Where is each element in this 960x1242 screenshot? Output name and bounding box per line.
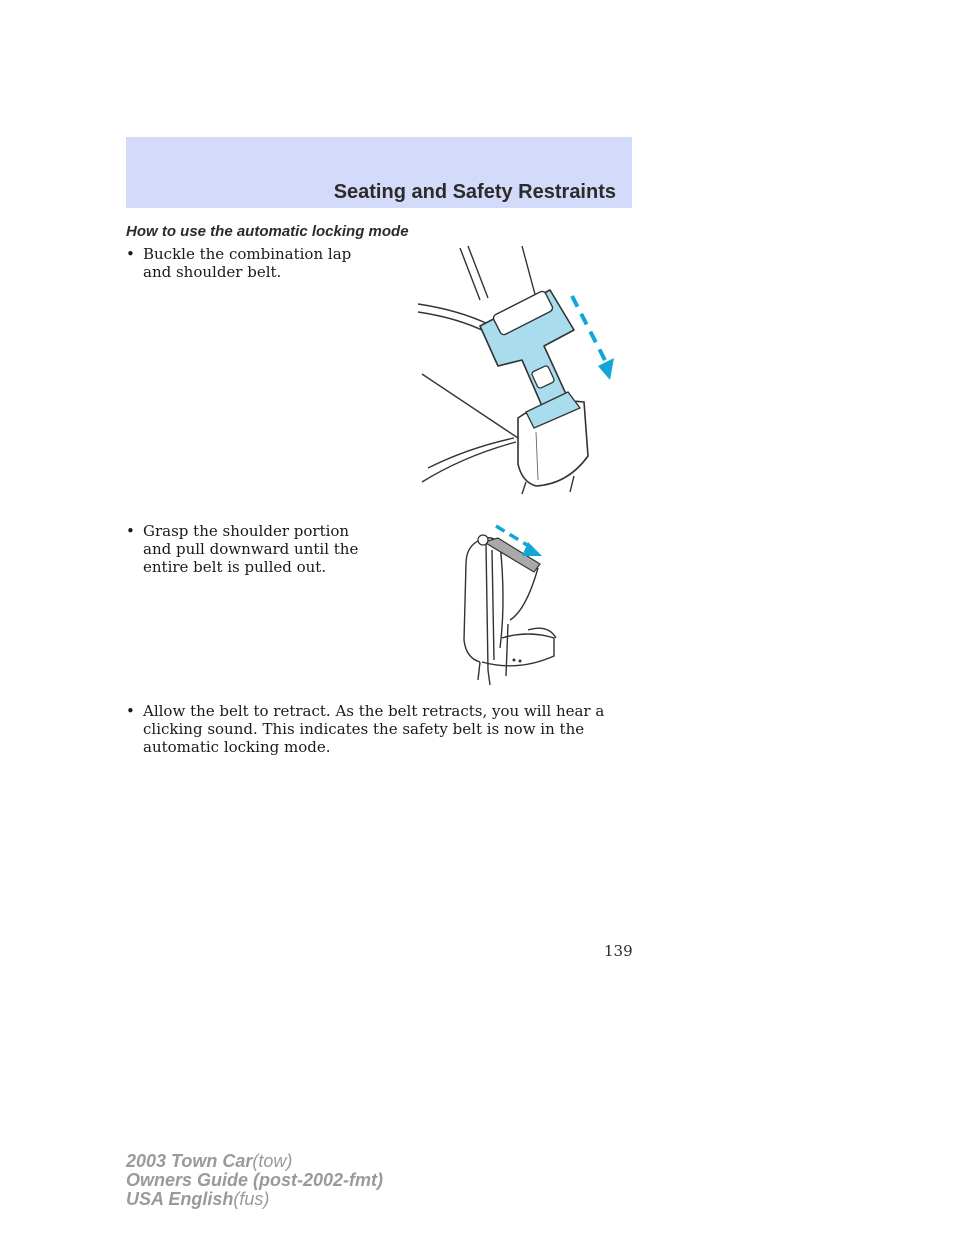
footer-model: 2003 Town Car [126,1151,253,1171]
bullet-text: Grasp the shoulder portion and pull downward until the entire belt is pulled out. [143,522,359,576]
seat-belt-pull-illustration [458,520,570,690]
bullet-text: Buckle the combination lap and shoulder belt. [143,245,352,281]
footer-language: USA English [126,1189,234,1209]
section-heading: How to use the automatic locking mode [126,223,409,240]
page-number: 139 [604,942,633,960]
bullet-marker: • [126,522,135,540]
bullet-item [126,245,376,281]
footer-line [126,1171,383,1190]
footer-line [126,1190,383,1209]
footer-line [126,1152,383,1171]
bullet-item [126,702,626,756]
chapter-title: Seating and Safety Restraints [333,181,616,203]
bullet-item [126,522,376,576]
footer-language-code: (fus) [233,1189,270,1209]
bullet-text: Allow the belt to retract. As the belt retracts, you will hear a clicking sound. This indicates the safety belt is now in the automatic locking mode. [143,702,605,756]
buckle-latch-illustration [418,242,628,494]
header-band [126,137,632,208]
footer-model-code: (tow) [252,1151,293,1171]
footer-guide: Owners Guide (post-2002-fmt) [126,1170,384,1190]
bullet-marker: • [126,245,135,263]
bullet-marker: • [126,702,135,720]
document-footer [126,1152,383,1209]
